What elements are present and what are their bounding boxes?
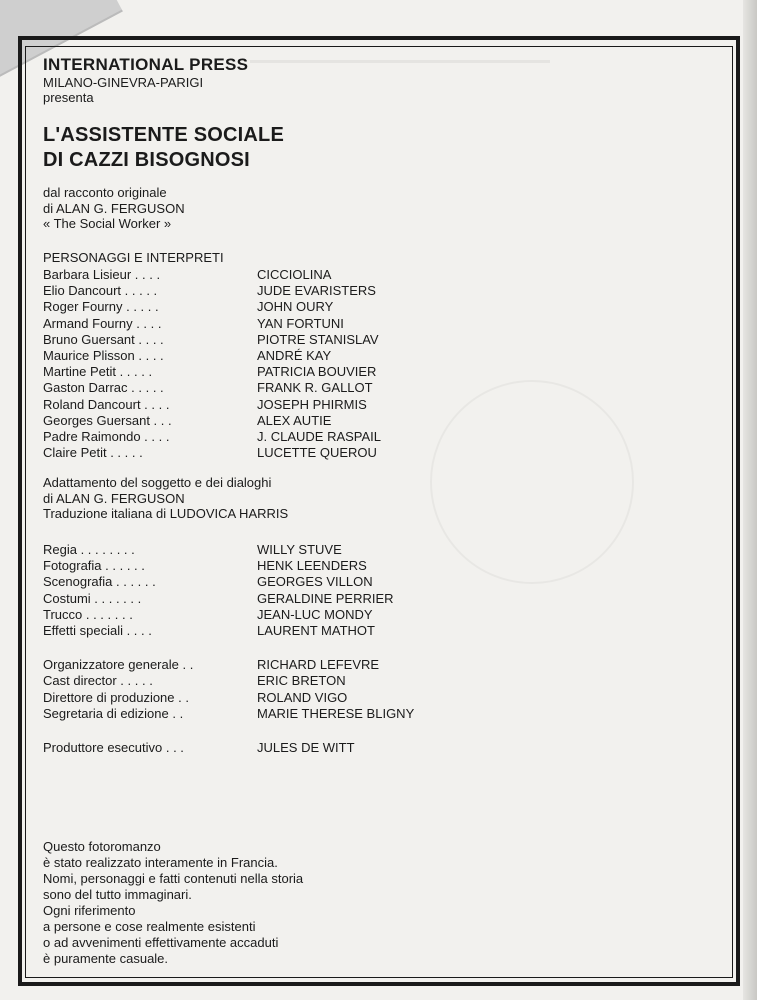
cast-row [43, 299, 693, 315]
crew-name: JEAN-LUC MONDY [257, 606, 373, 622]
production-role: Direttore di produzione . . [43, 689, 189, 705]
adaptation-line-2: di ALAN G. FERGUSON [43, 490, 185, 506]
production-row [43, 690, 693, 706]
actor-name: LUCETTE QUEROU [257, 445, 377, 461]
crew-list [43, 542, 693, 639]
actor-name: JOSEPH PHIRMIS [257, 396, 367, 412]
source-line-2: di ALAN G. FERGUSON [43, 200, 185, 216]
character-name: Armand Fourny . . . . [43, 315, 162, 331]
source-line-1: dal racconto originale [43, 185, 167, 200]
character-name: Barbara Lisieur . . . . [43, 267, 161, 282]
production-list [43, 657, 693, 722]
production-row [43, 673, 693, 689]
publisher-cities: MILANO-GINEVRA-PARIGI [43, 75, 204, 90]
disclaimer-line: Nomi, personaggi e fatti contenuti nella storia [43, 871, 304, 886]
actor-name: JUDE EVARISTERS [257, 283, 376, 299]
crew-role: Costumi . . . . . . . [43, 590, 142, 606]
disclaimer-line: è puramente casuale. [43, 951, 169, 966]
character-name: Claire Petit . . . . . [43, 445, 143, 461]
executive-row [43, 740, 693, 756]
disclaimer-line: Ogni riferimento [43, 903, 136, 918]
disclaimer-line: o ad avvenimenti effettivamente accaduti [43, 935, 279, 950]
character-name: Roger Fourny . . . . . [43, 299, 159, 315]
crew-row [43, 574, 693, 590]
actor-name: CICCIOLINA [257, 267, 332, 282]
character-name: Elio Dancourt . . . . . [43, 283, 158, 299]
actor-name: FRANK R. GALLOT [257, 380, 373, 396]
character-name: Gaston Darrac . . . . . [43, 380, 164, 396]
cast-row [43, 445, 693, 461]
adaptation-line-3: Traduzione italiana di LUDOVICA HARRIS [43, 506, 289, 522]
actor-name: PIOTRE STANISLAV [257, 331, 379, 347]
crew-role: Regia . . . . . . . . [43, 541, 135, 557]
cast-row [43, 332, 693, 348]
production-role: Cast director . . . . . [43, 673, 153, 689]
crew-name: LAURENT MATHOT [257, 622, 375, 638]
page-title [43, 123, 693, 173]
character-name: Bruno Guersant . . . . [43, 331, 164, 347]
disclaimer-line: a persone e cose realmente esistenti [43, 919, 256, 934]
actor-name: JOHN OURY [257, 299, 334, 315]
actor-name: ALEX AUTIE [257, 412, 332, 428]
actor-name: J. CLAUDE RASPAIL [257, 429, 382, 445]
crew-row [43, 607, 693, 623]
disclaimer [43, 839, 303, 967]
disclaimer-line: Questo fotoromanzo [43, 839, 161, 854]
actor-name: YAN FORTUNI [257, 315, 344, 331]
crew-role: Scenografia . . . . . . [43, 574, 156, 590]
disclaimer-line: è stato realizzato interamente in Francia. [43, 855, 278, 870]
crew-row [43, 623, 693, 639]
crew-row [43, 542, 693, 558]
character-name: Georges Guersant . . . [43, 412, 172, 428]
adaptation-block [43, 475, 693, 522]
cast-row [43, 429, 693, 445]
executive-role: Produttore esecutivo . . . [43, 739, 184, 755]
character-name: Roland Dancourt . . . . [43, 396, 170, 412]
character-name: Maurice Plisson . . . . [43, 348, 164, 364]
crew-name: GERALDINE PERRIER [257, 590, 394, 606]
crew-role: Effetti speciali . . . . [43, 622, 152, 638]
character-name: Padre Raimondo . . . . [43, 429, 170, 445]
title-line-2: DI CAZZI BISOGNOSI [43, 149, 250, 171]
production-name: MARIE THERESE BLIGNY [257, 705, 415, 721]
production-name: RICHARD LEFEVRE [257, 657, 380, 673]
title-line-1: L'ASSISTENTE SOCIALE [43, 124, 285, 146]
publisher-name: INTERNATIONAL PRESS [43, 55, 249, 74]
page-edge [743, 0, 757, 1000]
crew-role: Trucco . . . . . . . [43, 606, 133, 622]
source-line-3: « The Social Worker » [43, 216, 172, 231]
adaptation-line-1: Adattamento del soggetto e dei dialoghi [43, 475, 272, 491]
source-block [43, 185, 693, 232]
cast-row [43, 283, 693, 299]
production-role: Segretaria di edizione . . [43, 705, 184, 721]
production-role: Organizzatore generale . . [43, 657, 194, 673]
credits-content [43, 55, 693, 756]
cast-heading: PERSONAGGI E INTERPRETI [43, 249, 224, 265]
production-name: ERIC BRETON [257, 673, 346, 689]
character-name: Martine Petit . . . . . [43, 364, 153, 380]
production-row [43, 657, 693, 673]
cast-list [43, 267, 693, 461]
cast-row [43, 413, 693, 429]
executive-block [43, 740, 693, 756]
cast-row [43, 364, 693, 380]
cast-row [43, 316, 693, 332]
cast-row [43, 397, 693, 413]
cast-row [43, 380, 693, 396]
crew-row [43, 558, 693, 574]
executive-name: JULES DE WITT [257, 739, 355, 755]
disclaimer-line: sono del tutto immaginari. [43, 887, 192, 902]
actor-name: ANDRÉ KAY [257, 348, 332, 364]
production-name: ROLAND VIGO [257, 689, 348, 705]
publisher-presents: presenta [43, 90, 94, 105]
cast-row [43, 348, 693, 364]
crew-row [43, 591, 693, 607]
crew-role: Fotografia . . . . . . [43, 558, 145, 574]
crew-name: GEORGES VILLON [257, 574, 373, 590]
crew-name: HENK LEENDERS [257, 558, 367, 574]
cast-row [43, 267, 693, 283]
actor-name: PATRICIA BOUVIER [257, 364, 377, 380]
production-row [43, 706, 693, 722]
crew-name: WILLY STUVE [257, 541, 342, 557]
